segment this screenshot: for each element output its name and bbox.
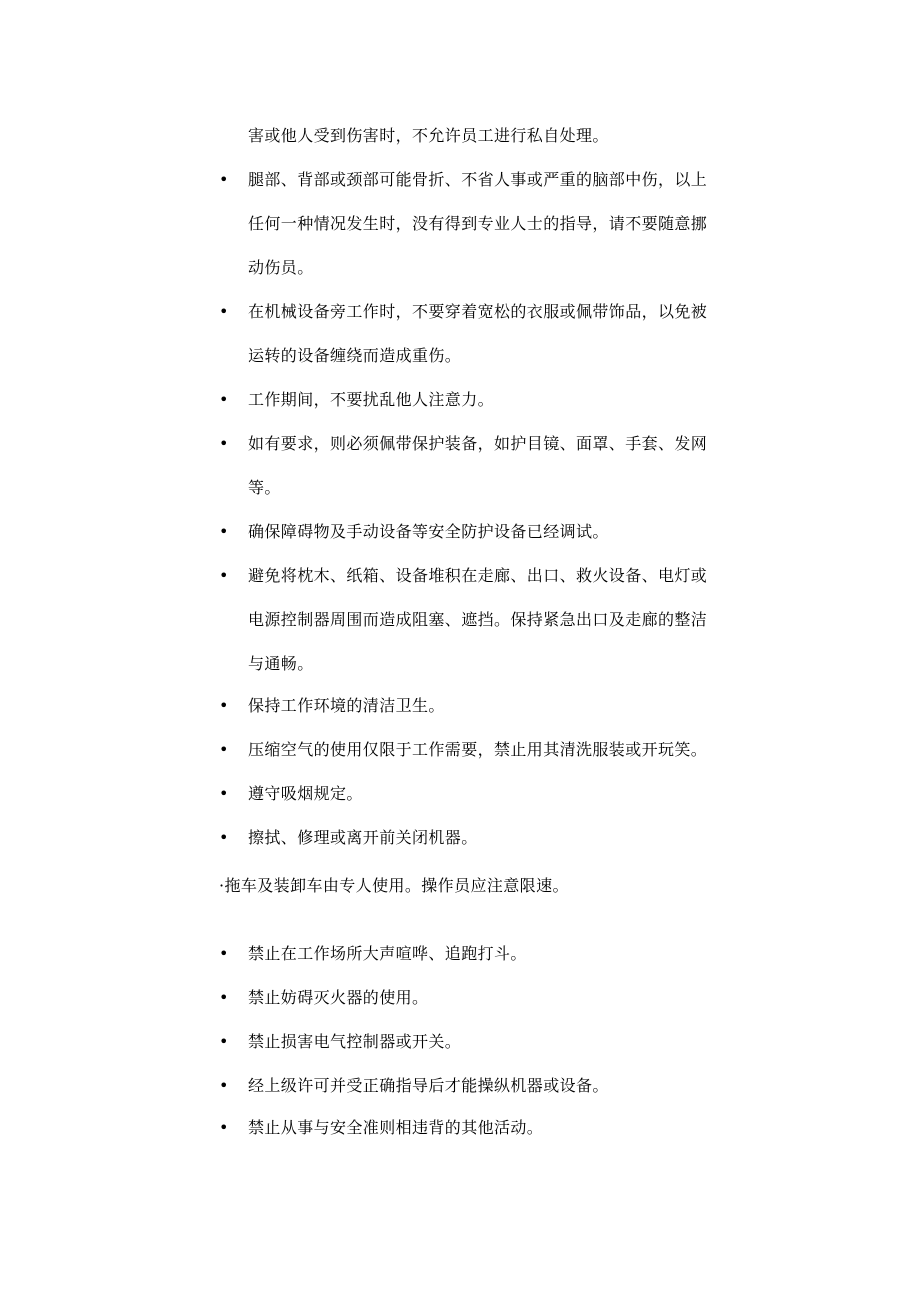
bullet-marker: •	[219, 522, 229, 541]
bullet-marker: •	[219, 566, 229, 585]
continuation-text-line: 害或他人受到伤害时，不允许员工进行私自处理。	[248, 126, 609, 145]
list-item-line: 电源控制器周围而造成阻塞、遮挡。保持紧急出口及走廊的整洁	[248, 610, 708, 629]
list-item-line: 经上级许可并受正确指导后才能操纵机器或设备。	[248, 1076, 609, 1095]
list-item-line: 遵守吸烟规定。	[248, 784, 363, 803]
list-item-line: 保持工作环境的清洁卫生。	[248, 696, 445, 715]
bullet-marker: •	[219, 696, 229, 715]
list-item-line: 如有要求，则必须佩带保护装备，如护目镜、面罩、手套、发网	[248, 434, 708, 453]
list-item-line: 压缩空气的使用仅限于工作需要，禁止用其清洗服装或开玩笑。	[248, 740, 708, 759]
standalone-paragraph: ·拖车及装卸车由专人使用。操作员应注意限速。	[219, 876, 569, 895]
bullet-marker: •	[219, 1118, 229, 1137]
list-item-line: 确保障碍物及手动设备等安全防护设备已经调试。	[248, 522, 609, 541]
list-item-line: 运转的设备缠绕而造成重伤。	[248, 346, 462, 365]
bullet-marker: •	[219, 1076, 229, 1095]
list-item-line: 禁止妨碍灭火器的使用。	[248, 988, 429, 1007]
list-item-line: 等。	[248, 478, 281, 497]
bullet-marker: •	[219, 1032, 229, 1051]
bullet-marker: •	[219, 170, 229, 189]
bullet-marker: •	[219, 740, 229, 759]
bullet-marker: •	[219, 828, 229, 847]
list-item-line: 任何一种情况发生时，没有得到专业人士的指导，请不要随意挪	[248, 214, 708, 233]
bullet-marker: •	[219, 988, 229, 1007]
list-item-line: 擦拭、修理或离开前关闭机器。	[248, 828, 478, 847]
list-item-line: 在机械设备旁工作时，不要穿着宽松的衣服或佩带饰品，以免被	[248, 302, 708, 321]
bullet-marker: •	[219, 390, 229, 409]
bullet-marker: •	[219, 434, 229, 453]
bullet-marker: •	[219, 944, 229, 963]
list-item-line: 工作期间，不要扰乱他人注意力。	[248, 390, 495, 409]
bullet-marker: •	[219, 784, 229, 803]
list-item-line: 避免将枕木、纸箱、设备堆积在走廊、出口、救火设备、电灯或	[248, 566, 708, 585]
bullet-marker: •	[219, 302, 229, 321]
list-item-line: 腿部、背部或颈部可能骨折、不省人事或严重的脑部中伤，以上	[248, 170, 708, 189]
list-item-line: 禁止在工作场所大声喧哗、追跑打斗。	[248, 944, 527, 963]
list-item-line: 动伤员。	[248, 258, 314, 277]
list-item-line: 与通畅。	[248, 654, 314, 673]
list-item-line: 禁止损害电气控制器或开关。	[248, 1032, 462, 1051]
list-item-line: 禁止从事与安全准则相违背的其他活动。	[248, 1118, 544, 1137]
